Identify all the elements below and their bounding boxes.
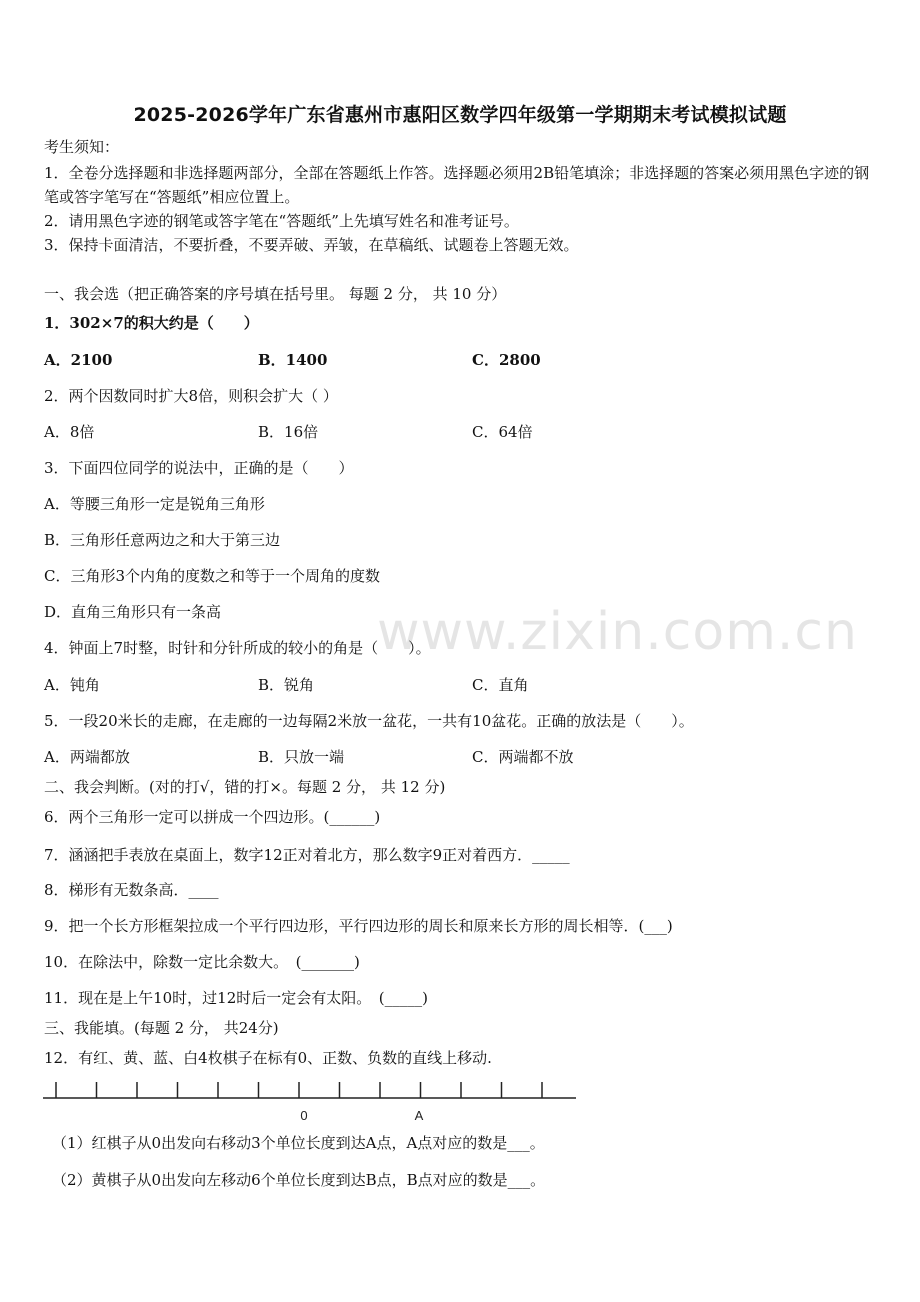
watermark: www.zixin.com.cn [377, 602, 858, 662]
section1-heading: 一、我会选（把正确答案的序号填在括号里。 每题 2 分， 共 10 分） [44, 285, 507, 303]
q12-stem: 12．有红、黄、蓝、白4枚棋子在标有0、正数、负数的直线上移动. [44, 1049, 492, 1067]
q8: 8．梯形有无数条高．____ [44, 881, 219, 899]
q10: 10．在除法中，除数一定比余数大。 (_______) [44, 953, 360, 971]
q1-stem: 1．302×7的积大约是（ ） [44, 314, 259, 332]
notice-item-1: 1．全卷分选择题和非选择题两部分，全部在答题纸上作答。选择题必须用2B铅笔填涂；非选择题的答案必须用黑色字迹的钢笔或答字笔写在“答题纸”相应位置上。 [44, 164, 870, 206]
q4-stem: 4．钟面上7时整，时针和分针所成的较小的角是（ ）。 [44, 639, 431, 657]
number-line [40, 1076, 580, 1124]
q3-option-a: A．等腰三角形一定是锐角三角形 [44, 495, 265, 513]
q2-option-a: A．8倍 [44, 423, 95, 441]
q3-option-b: B．三角形任意两边之和大于第三边 [44, 531, 281, 549]
zero-label: 0 [300, 1108, 308, 1123]
q3-option-d: D．直角三角形只有一条高 [44, 603, 222, 621]
q11: 11．现在是上午10时，过12时后一定会有太阳。 (_____) [44, 989, 428, 1007]
q1-option-c: C．2800 [472, 351, 541, 369]
q4-option-b: B．锐角 [258, 676, 315, 694]
q4-option-a: A．钝角 [44, 676, 100, 694]
q9: 9．把一个长方形框架拉成一个平行四边形，平行四边形的周长和原来长方形的周长相等．(___) [44, 917, 673, 935]
q7: 7．涵涵把手表放在桌面上，数字12正对着北方，那么数字9正对着西方．_____ [44, 846, 570, 864]
q5-option-a: A．两端都放 [44, 748, 130, 766]
q3-stem: 3．下面四位同学的说法中，正确的是（ ） [44, 459, 354, 477]
q5-option-b: B．只放一端 [258, 748, 345, 766]
notice-item-3: 3．保持卡面清洁，不要折叠，不要弄破、弄皱，在草稿纸、试题卷上答题无效。 [44, 236, 579, 254]
notice-item-2: 2．请用黑色字迹的钢笔或答字笔在“答题纸”上先填写姓名和准考证号。 [44, 212, 519, 230]
q1-option-b: B．1400 [258, 351, 328, 369]
q1-option-a: A．2100 [44, 351, 113, 369]
page-title: 2025-2026学年广东省惠州市惠阳区数学四年级第一学期期末考试模拟试题 [133, 104, 787, 126]
q12-sub1: （1）红棋子从0出发向右移动3个单位长度到达A点，A点对应的数是___。 [52, 1134, 545, 1152]
number-line-ticks [56, 1082, 542, 1098]
q12-sub2: （2）黄棋子从0出发向左移动6个单位长度到达B点，B点对应的数是___。 [52, 1171, 546, 1189]
section3-heading: 三、我能填。(每题 2 分， 共24分) [44, 1019, 279, 1037]
q4-option-c: C．直角 [472, 676, 529, 694]
section2-heading: 二、我会判断。(对的打√，错的打×。每题 2 分， 共 12 分) [44, 778, 446, 796]
q6: 6．两个三角形一定可以拼成一个四边形。(______) [44, 808, 381, 826]
q2-stem: 2．两个因数同时扩大8倍，则积会扩大（ ） [44, 387, 338, 405]
q3-option-c: C．三角形3个内角的度数之和等于一个周角的度数 [44, 567, 381, 585]
q2-option-c: C．64倍 [472, 423, 533, 441]
q2-option-b: B．16倍 [258, 423, 319, 441]
q5-stem: 5．一段20米长的走廊，在走廊的一边每隔2米放一盆花，一共有10盆花。正确的放法是（ ）。 [44, 712, 694, 730]
point-a-label: A [414, 1108, 424, 1123]
notice-heading: 考生须知： [44, 138, 120, 156]
q5-option-c: C．两端都不放 [472, 748, 574, 766]
